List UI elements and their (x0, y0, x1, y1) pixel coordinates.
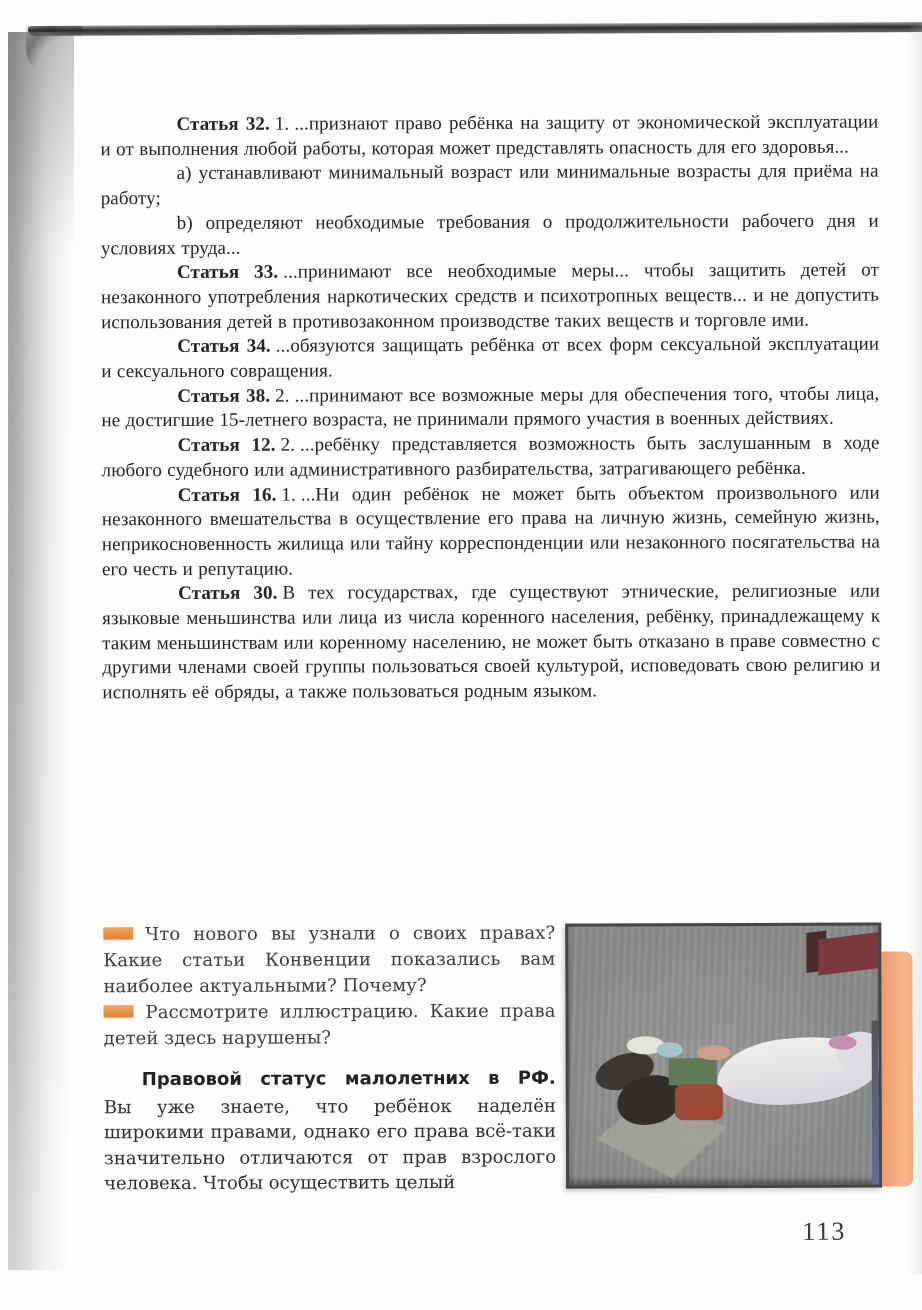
article-clause-number: 2. (275, 385, 290, 407)
question-item (103, 921, 555, 1001)
article-label: Статья 38. (177, 385, 271, 407)
article-text: b) определяют необходимые требования о продолжительности рабочего дня и условиях труда... (100, 210, 879, 259)
task-marker-icon (103, 927, 133, 939)
article-34-paragraph (101, 333, 879, 385)
article-label: Статья 12. (177, 434, 276, 457)
article-text: ...ребёнку представляется возможность быть заслушанным в ходе любого судебного или административного разбирательства, затрагивающего ребёнка. (101, 432, 880, 482)
child-arm (697, 1045, 731, 1060)
task-marker-icon (104, 1005, 134, 1017)
cloth-detail (675, 1084, 723, 1120)
convention-articles-block (100, 111, 880, 707)
page-top-edge-shadow (28, 22, 922, 36)
cloth-detail (829, 1036, 857, 1050)
book-spine-shadow (8, 32, 74, 1270)
article-text: В тех государствах, где существуют этнические, религиозные или языковые меньшинства или лица из числа коренного населения, ребёнку, принадлежащему к таким меньшинствам или коренному населению, не может быть отказано в праве совместно с другими членами своей группы пользоваться своей культурой, исповедовать свою религию и исполнять её обряды, а также пользоваться родным языком. (102, 580, 881, 704)
article-text: ...принимают все необходимые меры... чтобы защитить детей от незаконного употребления наркотических средств и психотропных веществ... и не допустить использования детей в противозаконном производстве таких веществ и торговле ими. (101, 259, 880, 333)
article-clause-number: 1. (274, 113, 290, 135)
question-item (103, 999, 555, 1053)
article-text: ...обязуются защищать ребёнка от всех форм сексуальной эксплуатации и сексуального совращения. (101, 333, 880, 383)
article-12-paragraph (102, 432, 880, 484)
street-child-photo (565, 923, 882, 1189)
photo-edge-shadow (872, 1021, 880, 1189)
chapter-edge-tab (881, 951, 913, 1186)
cloth-detail (657, 1042, 683, 1057)
article-32-subpoint-a (101, 160, 879, 212)
article-32-paragraph (100, 111, 878, 163)
article-33-paragraph (101, 259, 879, 336)
section-heading: Правовой статус малолетних в РФ. (141, 1067, 556, 1091)
article-label: Статья 34. (177, 335, 271, 358)
article-label: Статья 33. (176, 261, 279, 284)
section-text: Вы уже знаете, что ребёнок наделён широкими правами, однако его права всё-таки значительно отличаются от прав взрослого человека. Чтобы осуществить целый (103, 1095, 557, 1195)
article-label: Статья 30. (178, 583, 278, 605)
cloth-detail (669, 1058, 717, 1085)
article-text: а) устанавливают минимальный возраст или минимальные возрасты для приёма на работу; (100, 160, 879, 210)
page-number: 113 (802, 1216, 847, 1246)
article-clause-number: 1. (281, 484, 296, 506)
article-38-paragraph (101, 382, 879, 434)
article-label: Статья 32. (176, 113, 270, 135)
article-16-paragraph (102, 481, 880, 583)
article-text: ...принимают все возможные меры для обеспечения того, чтобы лица, не достигшие 15-летнего возраста, не принимали прямого участия в военных действиях. (101, 383, 880, 432)
questions-block (103, 921, 555, 1053)
question-text: Что нового вы узнали о своих правах? Какие статьи Конвенции показались вам наиболее актуальными? Почему? (103, 922, 556, 998)
article-text: ...Ни один ребёнок не может быть объектом произвольного или незаконного вмешательства в осуществление его права на личную жизнь, семейную жизнь, неприкосновенность жилища или тайну корреспонденции или незаконного посягательства на его честь и репутацию. (101, 482, 880, 580)
article-32-subpoint-b (101, 209, 879, 261)
question-text: Рассмотрите иллюстрацию. Какие права детей здесь нарушены? (103, 1000, 556, 1050)
article-text: ...признают право ребёнка на защиту от экономической эксплуатации и от выполнения любой работы, которая может представлять опасность для его здоровья... (100, 111, 879, 160)
article-label: Статья 16. (177, 484, 277, 506)
legal-status-paragraph (104, 1066, 556, 1198)
article-30-paragraph (102, 580, 880, 706)
article-clause-number: 2. (280, 434, 296, 456)
